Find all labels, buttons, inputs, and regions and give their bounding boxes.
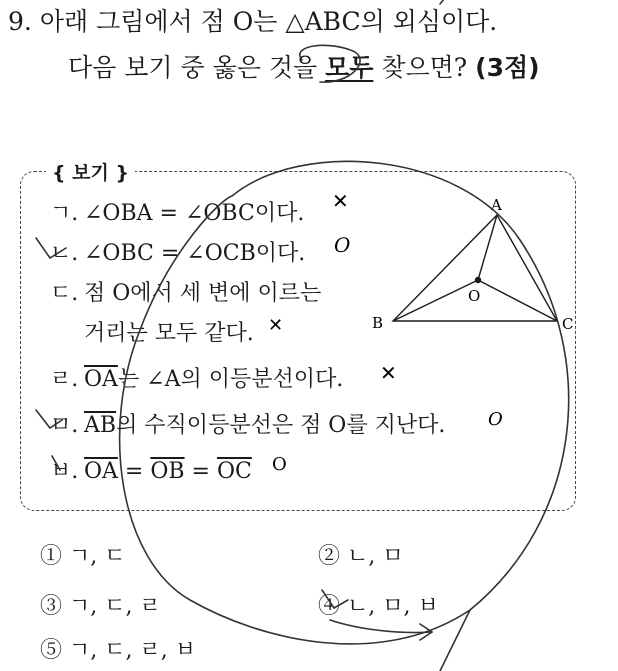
label-c: C (562, 315, 574, 333)
item-marker: ㅂ. (50, 459, 79, 484)
example-item-6 (50, 454, 252, 485)
choice-5[interactable] (40, 633, 196, 664)
label-b: B (372, 314, 384, 332)
item-marker: ㄱ. (50, 201, 79, 226)
question-line-1 (8, 2, 497, 38)
item-text: 는 ∠A의 이등분선이다. (117, 367, 344, 392)
question-line-2 (68, 48, 540, 84)
choice-number: ⑤ (40, 638, 63, 663)
example-item-2 (50, 236, 305, 267)
choice-text: ㄴ, ㅁ (347, 544, 404, 569)
item-text: ∠OBC = ∠OCB이다. (84, 241, 306, 266)
item-marker: ㄹ. (50, 367, 79, 392)
choice-number: ② (318, 544, 341, 569)
emphasis-word: 모두 (325, 53, 374, 82)
item-marker: ㅁ. (50, 413, 79, 438)
example-item-3 (50, 276, 321, 307)
choice-number: ③ (40, 594, 63, 619)
example-item-5 (50, 408, 445, 439)
label-o: O (468, 287, 481, 305)
question-text-3: 찾으면? (381, 53, 468, 82)
arrow-stroke (330, 620, 432, 633)
example-item-3-cont (84, 316, 254, 347)
segment-label: $\overline{OB}$ (150, 459, 185, 484)
item-text: ∠OBA = ∠OBC이다. (84, 201, 305, 226)
segment-label: $\overline{OC}$ (216, 459, 252, 484)
question-text-1: 아래 그림에서 점 O는 △ABC의 외심이다. (39, 7, 498, 36)
question-text-2: 다음 보기 중 옳은 것을 (68, 53, 318, 82)
o-mark-icon: O (272, 454, 287, 475)
choice-text: ㄱ, ㄷ (69, 544, 126, 569)
choice-number: ④ (318, 594, 341, 619)
example-box-title: { 보기 } (46, 158, 135, 185)
choice-number: ① (40, 544, 63, 569)
box-title-text: 보기 (72, 162, 109, 184)
equals-sign: = (117, 459, 151, 484)
choice-2[interactable] (318, 539, 404, 570)
item-marker: ㄷ. (50, 281, 79, 306)
segment-label: $\overline{AB}$ (84, 413, 117, 438)
points-label: (3점) (475, 53, 540, 82)
choice-3[interactable] (40, 589, 161, 620)
choice-text: ㄱ, ㄷ, ㄹ (69, 594, 161, 619)
label-a: A (491, 196, 502, 214)
item-marker: ㄴ. (50, 241, 79, 266)
example-item-4 (50, 362, 343, 393)
x-mark-icon: ✕ (268, 315, 284, 336)
x-mark-icon: ✕ (332, 189, 349, 213)
choice-text: ㄱ, ㄷ, ㄹ, ㅂ (69, 638, 196, 663)
choice-1[interactable] (40, 539, 126, 570)
o-mark-icon: O (334, 233, 351, 257)
example-item-1 (50, 196, 304, 227)
item-text-cont: 거리는 모두 같다. (84, 321, 254, 346)
x-mark-icon: ✕ (380, 361, 397, 385)
question-number: 9. (8, 7, 32, 36)
item-text: 의 수직이등분선은 점 O를 지난다. (116, 413, 446, 438)
item-text: 점 O에서 세 변에 이르는 (84, 281, 322, 306)
o-mark-icon: O (488, 409, 503, 430)
segment-label: $\overline{OA}$ (84, 459, 118, 484)
long-stroke-tail (440, 610, 470, 671)
choice-text: ㄴ, ㅁ, ㅂ (347, 594, 439, 619)
segment-label: $\overline{OA}$ (84, 367, 118, 392)
choice-4[interactable] (318, 589, 439, 620)
arrow-head (420, 624, 432, 640)
equals-sign: = (184, 459, 217, 484)
